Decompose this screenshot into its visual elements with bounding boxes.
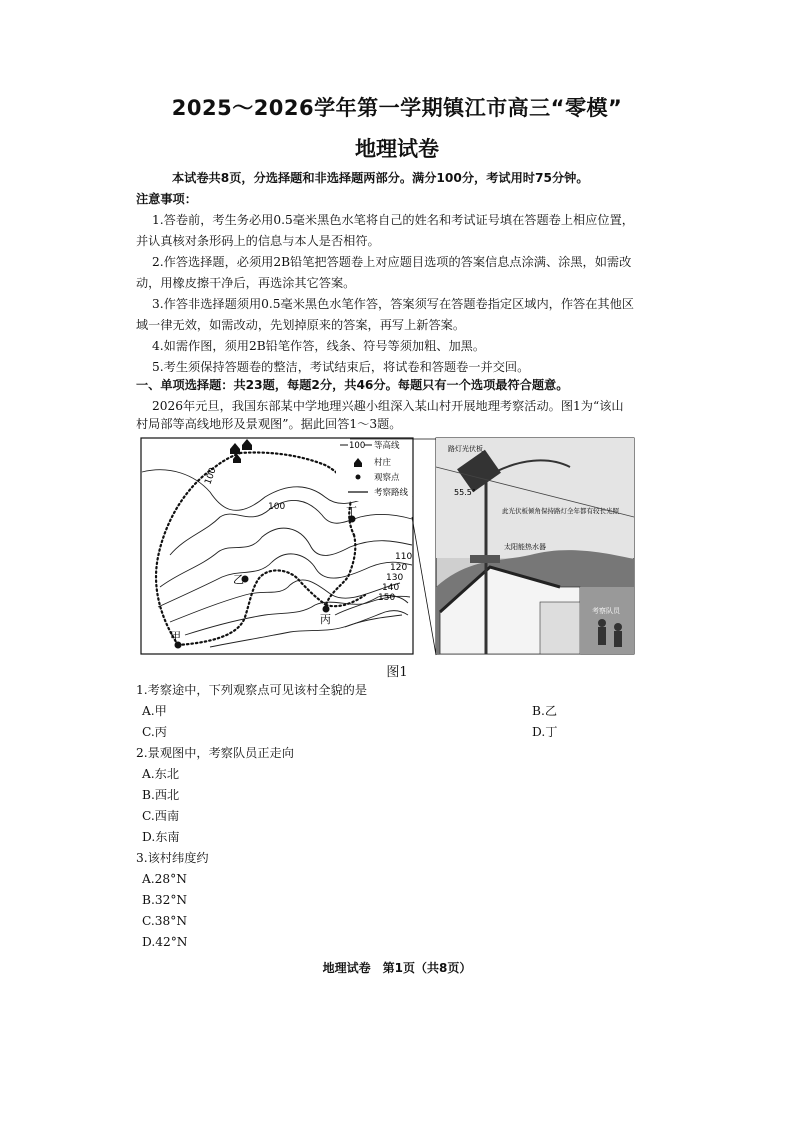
page-footer: 地理试卷 第1页（共8页） — [322, 961, 472, 975]
photo-label-panel: 路灯光伏板 — [448, 445, 483, 453]
legend-point: 观察点 — [374, 473, 400, 483]
note-line: 3.作答非选择题须用0.5毫米黑色水笔作答，答案须写在答题卷指定区域内，作答在其他区 — [152, 297, 634, 311]
question-3-stem: 3.该村纬度约 — [136, 851, 209, 865]
q3-option-c: C.38°N — [142, 914, 188, 928]
q3-option-d: D.42°N — [142, 935, 188, 949]
q2-option-a: A.东北 — [142, 767, 180, 781]
legend-contour-value: 100 — [349, 441, 366, 451]
legend-route: 考察路线 — [374, 488, 409, 498]
photo-label-team: 考察队员 — [592, 607, 620, 615]
note-line: 并认真核对条形码上的信息与本人是否相符。 — [136, 234, 380, 248]
q2-option-b: B.西北 — [142, 788, 180, 802]
contour-label: 130 — [386, 573, 404, 583]
exam-title: 2025～2026学年第一学期镇江市高三“零模” — [171, 96, 623, 120]
exam-subject: 地理试卷 — [355, 137, 439, 161]
notes-heading: 注意事项： — [136, 192, 197, 206]
note-line: 4.如需作图，须用2B铅笔作答，线条、符号等须加粗、加黑。 — [152, 339, 486, 353]
contour-label: 120 — [390, 563, 408, 573]
note-line: 1.答卷前，考生务必用0.5毫米黑色水笔将自己的姓名和考试证号填在答题卷上相应位置， — [152, 213, 634, 227]
legend-point-icon — [356, 475, 361, 480]
contour-label: 100 — [203, 466, 219, 487]
question-1-stem: 1.考察途中，下列观察点可见该村全貌的是 — [136, 683, 368, 697]
q2-option-d: D.东南 — [142, 830, 180, 844]
q3-option-b: B.32°N — [142, 893, 188, 907]
legend-village: 村庄 — [374, 458, 392, 468]
legend-contour: 等高线 — [374, 441, 400, 451]
figure-1-graphic — [140, 437, 636, 657]
q2-option-c: C.西南 — [142, 809, 180, 823]
photo-label-heater: 太阳能热水器 — [504, 543, 546, 551]
note-line: 域一律无效，如需改动，先划掉原来的答案，再写上新答案。 — [136, 318, 466, 332]
point-label-ding: 丁 — [346, 505, 357, 518]
q1-option-c: C.丙 — [142, 725, 167, 739]
photo-label-note: 此光伏板倾角保持路灯全年都有较长光照 — [502, 507, 619, 515]
question-2-stem: 2.景观图中，考察队员正走向 — [136, 746, 294, 760]
q3-option-a: A.28°N — [142, 872, 187, 886]
point-label-yi: 乙 — [233, 573, 244, 586]
point-label-jia: 甲 — [170, 630, 181, 643]
figure-caption: 图1 — [386, 665, 408, 680]
section-heading: 一、单项选择题：共23题，每题2分，共46分。每题只有一个选项最符合题意。 — [136, 378, 569, 392]
contour-label: 110 — [395, 552, 413, 562]
contour-label: 100 — [268, 502, 286, 512]
q1-option-b: B.乙 — [532, 704, 558, 718]
figure-1 — [140, 437, 636, 657]
passage-line: 2026年元旦，我国东部某中学地理兴趣小组深入某山村开展地理考察活动。图1为“该山 — [152, 399, 624, 413]
exam-intro: 本试卷共8页，分选择题和非选择题两部分。满分100分，考试用时75分钟。 — [172, 171, 589, 185]
contour-label: 140 — [382, 583, 400, 593]
contour-label: 150 — [378, 593, 396, 603]
point-label-bing: 丙 — [320, 613, 331, 626]
note-line: 2.作答选择题，必须用2B铅笔把答题卷上对应题目选项的答案信息点涂满、涂黑，如需改 — [152, 255, 632, 269]
note-line: 5.考生须保持答题卷的整洁，考试结束后，将试卷和答题卷一并交回。 — [152, 360, 530, 374]
note-line: 动，用橡皮擦干净后，再选涂其它答案。 — [136, 276, 356, 290]
point-bing — [323, 606, 330, 613]
q1-option-a: A.甲 — [142, 704, 167, 718]
passage-line: 村局部等高线地形及景观图”。据此回答1～3题。 — [136, 417, 402, 431]
photo-label-angle: 55.5° — [454, 488, 476, 497]
q1-option-d: D.丁 — [532, 725, 558, 739]
